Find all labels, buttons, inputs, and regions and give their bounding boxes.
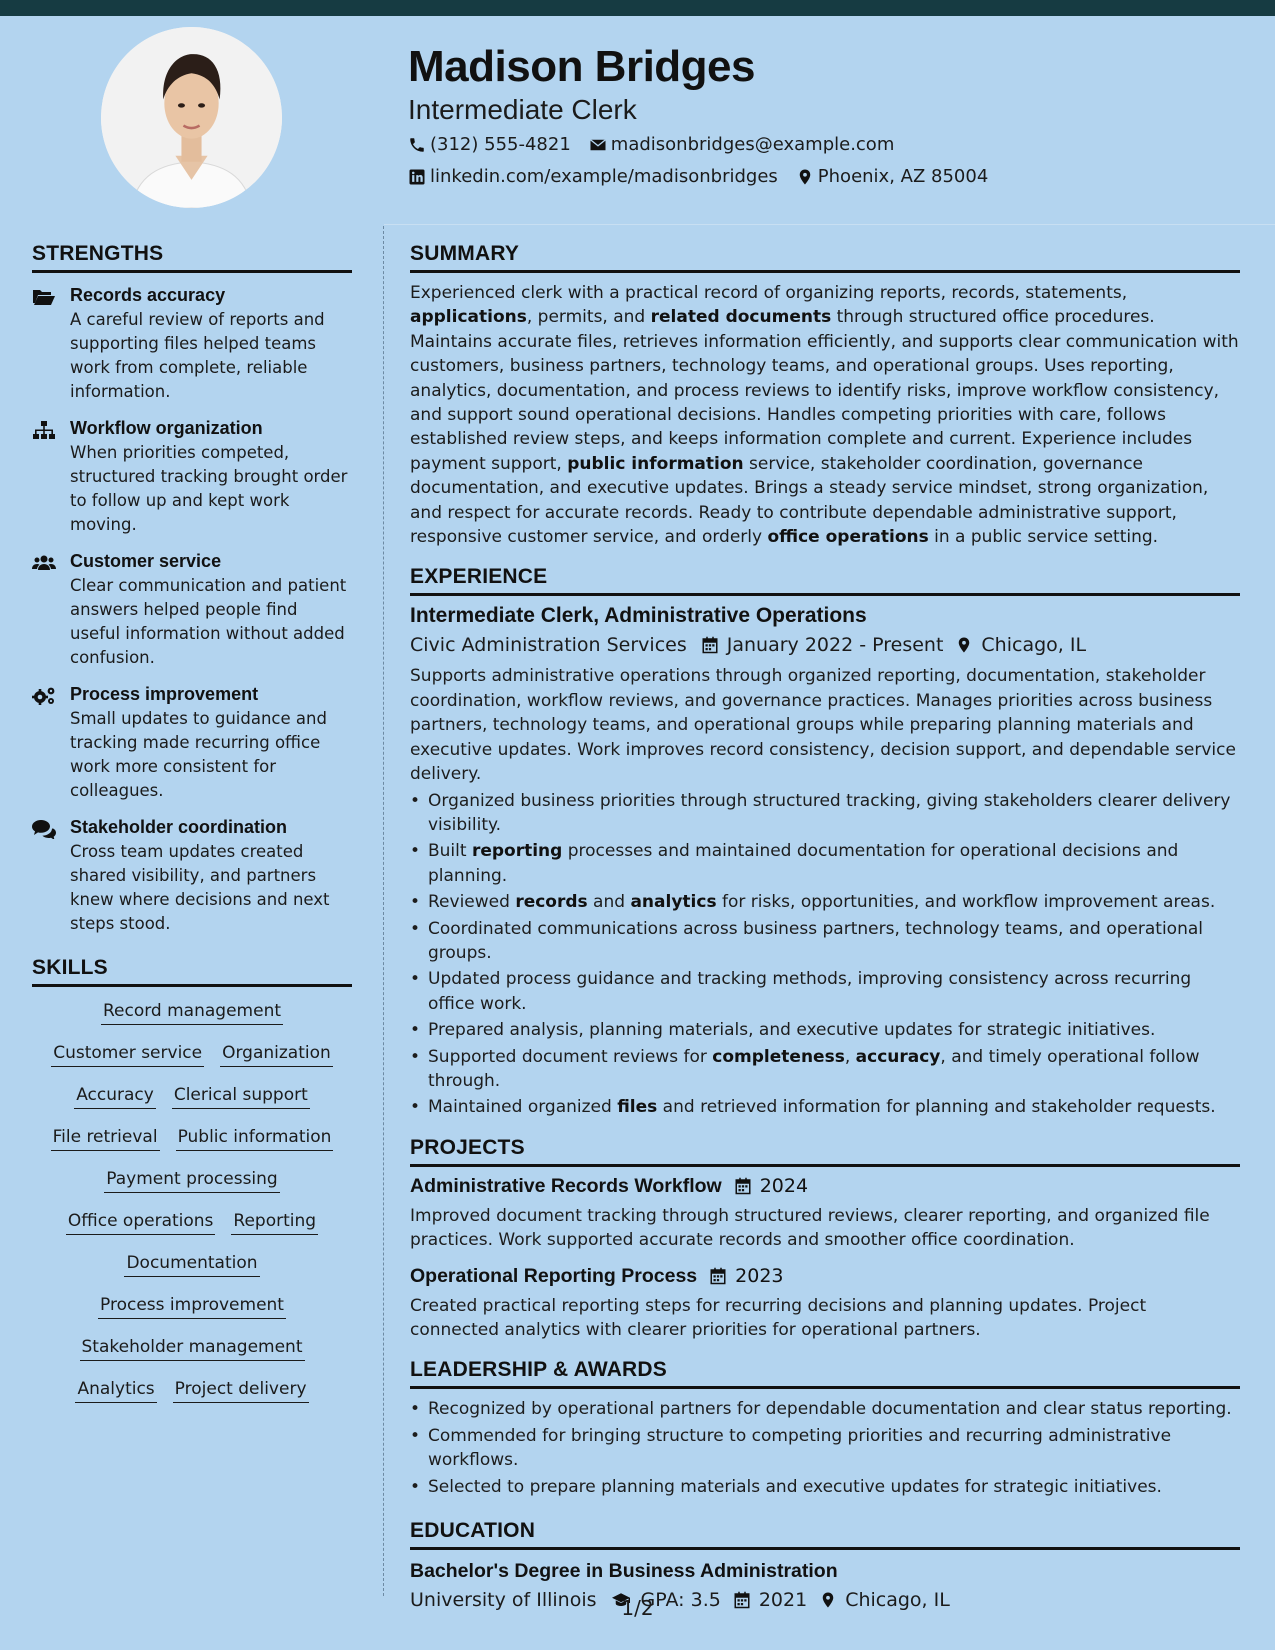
email-contact[interactable] <box>589 134 895 155</box>
summary-heading: SUMMARY <box>410 242 1240 273</box>
strength-item <box>32 551 352 670</box>
location-contact <box>796 166 988 187</box>
project-description: Improved document tracking through structured reviews, clearer reporting, and organized file practices. Work supported accurate records and smoother office coordination. <box>410 1205 1210 1251</box>
skill-tag: File retrieval <box>51 1127 160 1151</box>
list-item: • Coordinated communications across business partners, technology teams, and operational groups. <box>410 917 1240 966</box>
list-item: • Reviewed records and analytics for risks, opportunities, and workflow improvement areas. <box>410 890 1240 914</box>
skill-tag: Documentation <box>124 1253 259 1277</box>
contact-row-2 <box>408 166 1006 187</box>
strength-title: Process improvement <box>70 684 259 704</box>
degree-title: Bachelor's Degree in Business Administration <box>410 1560 838 1583</box>
experience-heading: EXPERIENCE <box>410 565 1240 596</box>
list-item: • Recognized by operational partners for dependable documentation and clear status reporting. <box>410 1397 1240 1421</box>
left-column <box>32 242 352 1421</box>
project-title: Administrative Records Workflow <box>410 1174 722 1197</box>
calendar-icon <box>701 636 719 654</box>
list-item: • Prepared analysis, planning materials, and executive updates for strategic initiatives. <box>410 1018 1240 1042</box>
skill-tag: Clerical support <box>172 1085 310 1109</box>
job-title: Intermediate Clerk, Administrative Operations <box>410 604 867 628</box>
strength-item <box>32 684 352 803</box>
list-item: • Commended for bringing structure to competing priorities and recurring administrative workflows. <box>410 1424 1240 1473</box>
graduation-year: 2021 <box>758 1589 808 1612</box>
strength-desc: When priorities competed, structured tracking brought order to follow up and kept work moving. <box>70 443 348 534</box>
map-pin-icon <box>796 168 814 186</box>
email-address: madisonbridges@example.com <box>610 134 895 155</box>
skill-tag: Process improvement <box>98 1295 286 1319</box>
skill-tag: Customer service <box>51 1043 204 1067</box>
phone-icon <box>408 136 426 154</box>
project-year: 2023 <box>735 1265 784 1288</box>
users-icon <box>32 553 56 573</box>
skill-tag: Payment processing <box>104 1169 279 1193</box>
list-item: • Built reporting processes and maintained documentation for operational decisions and planning. <box>410 839 1240 888</box>
school-name: University of Illinois <box>410 1589 597 1612</box>
strength-item <box>32 285 352 404</box>
leadership-section <box>410 1358 1240 1499</box>
calendar-icon <box>734 1177 752 1195</box>
education-heading: EDUCATION <box>410 1519 1240 1550</box>
strength-title: Stakeholder coordination <box>70 817 288 837</box>
list-item: • Supported document reviews for completeness, accuracy, and timely operational follow through. <box>410 1045 1240 1094</box>
strength-desc: Clear communication and patient answers helped people find useful information without added confusion. <box>70 576 347 667</box>
skill-tag: Organization <box>220 1043 333 1067</box>
skills-list <box>32 1001 352 1421</box>
projects-section <box>410 1136 1240 1343</box>
skill-tag: Analytics <box>75 1379 156 1403</box>
map-pin-icon <box>955 636 973 654</box>
linkedin-url: linkedin.com/example/madisonbridges <box>430 166 778 187</box>
project-description: Created practical reporting steps for recurring decisions and planning updates. Project connected analytics with clearer priorities for operational partners. <box>410 1295 1147 1340</box>
strength-item <box>32 418 352 537</box>
skill-tag: Reporting <box>231 1211 318 1235</box>
skill-tag: Public information <box>176 1127 334 1151</box>
list-item: • Updated process guidance and tracking methods, improving consistency across recurring office work. <box>410 967 1240 1016</box>
experience-section <box>410 565 1240 1119</box>
project-title-row <box>410 1265 1240 1288</box>
leadership-heading: LEADERSHIP & AWARDS <box>410 1358 1240 1389</box>
location-text: Phoenix, AZ 85004 <box>817 166 989 187</box>
skill-tag: Project delivery <box>173 1379 309 1403</box>
skill-tag: Record management <box>101 1001 283 1025</box>
sitemap-icon <box>32 420 56 440</box>
strength-item <box>32 817 352 936</box>
strengths-list <box>32 285 352 936</box>
list-item: • Maintained organized files and retrieved information for planning and stakeholder requests. <box>410 1095 1240 1119</box>
skill-tag: Office operations <box>66 1211 216 1235</box>
strength-desc: A careful review of reports and supporting files helped teams work from complete, reliable information. <box>70 310 325 401</box>
candidate-name: Madison Bridges <box>408 42 755 91</box>
project-title: Operational Reporting Process <box>410 1264 698 1287</box>
comments-icon <box>32 819 56 839</box>
job-location: Chicago, IL <box>981 634 1087 657</box>
folder-open-icon <box>32 287 56 307</box>
leadership-bullets <box>410 1397 1240 1499</box>
header-divider <box>384 224 1275 225</box>
envelope-icon <box>589 136 607 154</box>
gpa: GPA: 3.5 <box>640 1589 721 1612</box>
job-dates: January 2022 - Present <box>726 634 944 657</box>
phone-number: (312) 555-4821 <box>430 134 571 155</box>
school-location: Chicago, IL <box>845 1589 950 1612</box>
list-item: • Selected to prepare planning materials and executive updates for strategic initiatives. <box>410 1475 1240 1499</box>
candidate-title: Intermediate Clerk <box>408 94 637 125</box>
projects-heading: PROJECTS <box>410 1136 1240 1167</box>
skills-heading: SKILLS <box>32 956 352 987</box>
strength-title: Workflow organization <box>70 418 263 438</box>
skill-tag: Stakeholder management <box>80 1337 305 1361</box>
project-title-row <box>410 1175 1240 1198</box>
calendar-icon <box>709 1267 727 1285</box>
summary-text: Experienced clerk with a practical record of organizing reports, records, statements, applications, permits, and related documents through structured office procedures. Maintains accurate files, retrieves information efficiently, and supports clear communication with customers, business partners, technology teams, and operational groups. Uses reporting, analytics, documentation, and process reviews to identify risks, improve workflow consistency, and support sound operational decisions. Handles competing priorities with care, follows established review steps, and keeps information complete and current. Experience includes payment support, public information service, stakeholder coordination, governance documentation, and executive updates. Brings a steady service mindset, strong organization, and respect for accurate records. Ready to contribute dependable administrative support, responsive customer service, and orderly office operations in a public service setting. <box>410 283 1239 548</box>
phone-contact[interactable] <box>408 134 571 155</box>
experience-bullets <box>410 789 1240 1120</box>
column-divider <box>383 226 384 1596</box>
strengths-heading: STRENGTHS <box>32 242 352 273</box>
skill-tag: Accuracy <box>74 1085 156 1109</box>
page-number: 1/2 <box>621 1596 654 1620</box>
strength-title: Records accuracy <box>70 285 226 305</box>
linkedin-contact[interactable] <box>408 166 778 187</box>
company-name: Civic Administration Services <box>410 634 687 657</box>
strength-desc: Cross team updates created shared visibility, and partners knew where decisions and next steps stood. <box>70 842 330 933</box>
avatar-illustration <box>101 27 282 208</box>
project-year: 2024 <box>759 1175 809 1198</box>
strength-desc: Small updates to guidance and tracking made recurring office work more consistent for colleagues. <box>70 709 327 800</box>
gears-icon <box>32 686 56 706</box>
list-item: • Organized business priorities through structured tracking, giving stakeholders clearer delivery visibility. <box>410 789 1240 838</box>
strength-title: Customer service <box>70 551 222 571</box>
linkedin-icon <box>408 168 426 186</box>
contact-row-1 <box>408 134 912 155</box>
profile-photo <box>101 27 282 208</box>
top-bar <box>0 0 1275 16</box>
job-description: Supports administrative operations through organized reporting, documentation, stakeholder coordination, workflow reviews, and governance practices. Manages priorities across business partners, technology teams, and operational groups while preparing planning materials and executive updates. Work improves record consistency, decision support, and dependable service delivery. <box>410 666 1236 785</box>
right-column <box>410 242 1240 1611</box>
job-meta <box>410 634 1240 656</box>
